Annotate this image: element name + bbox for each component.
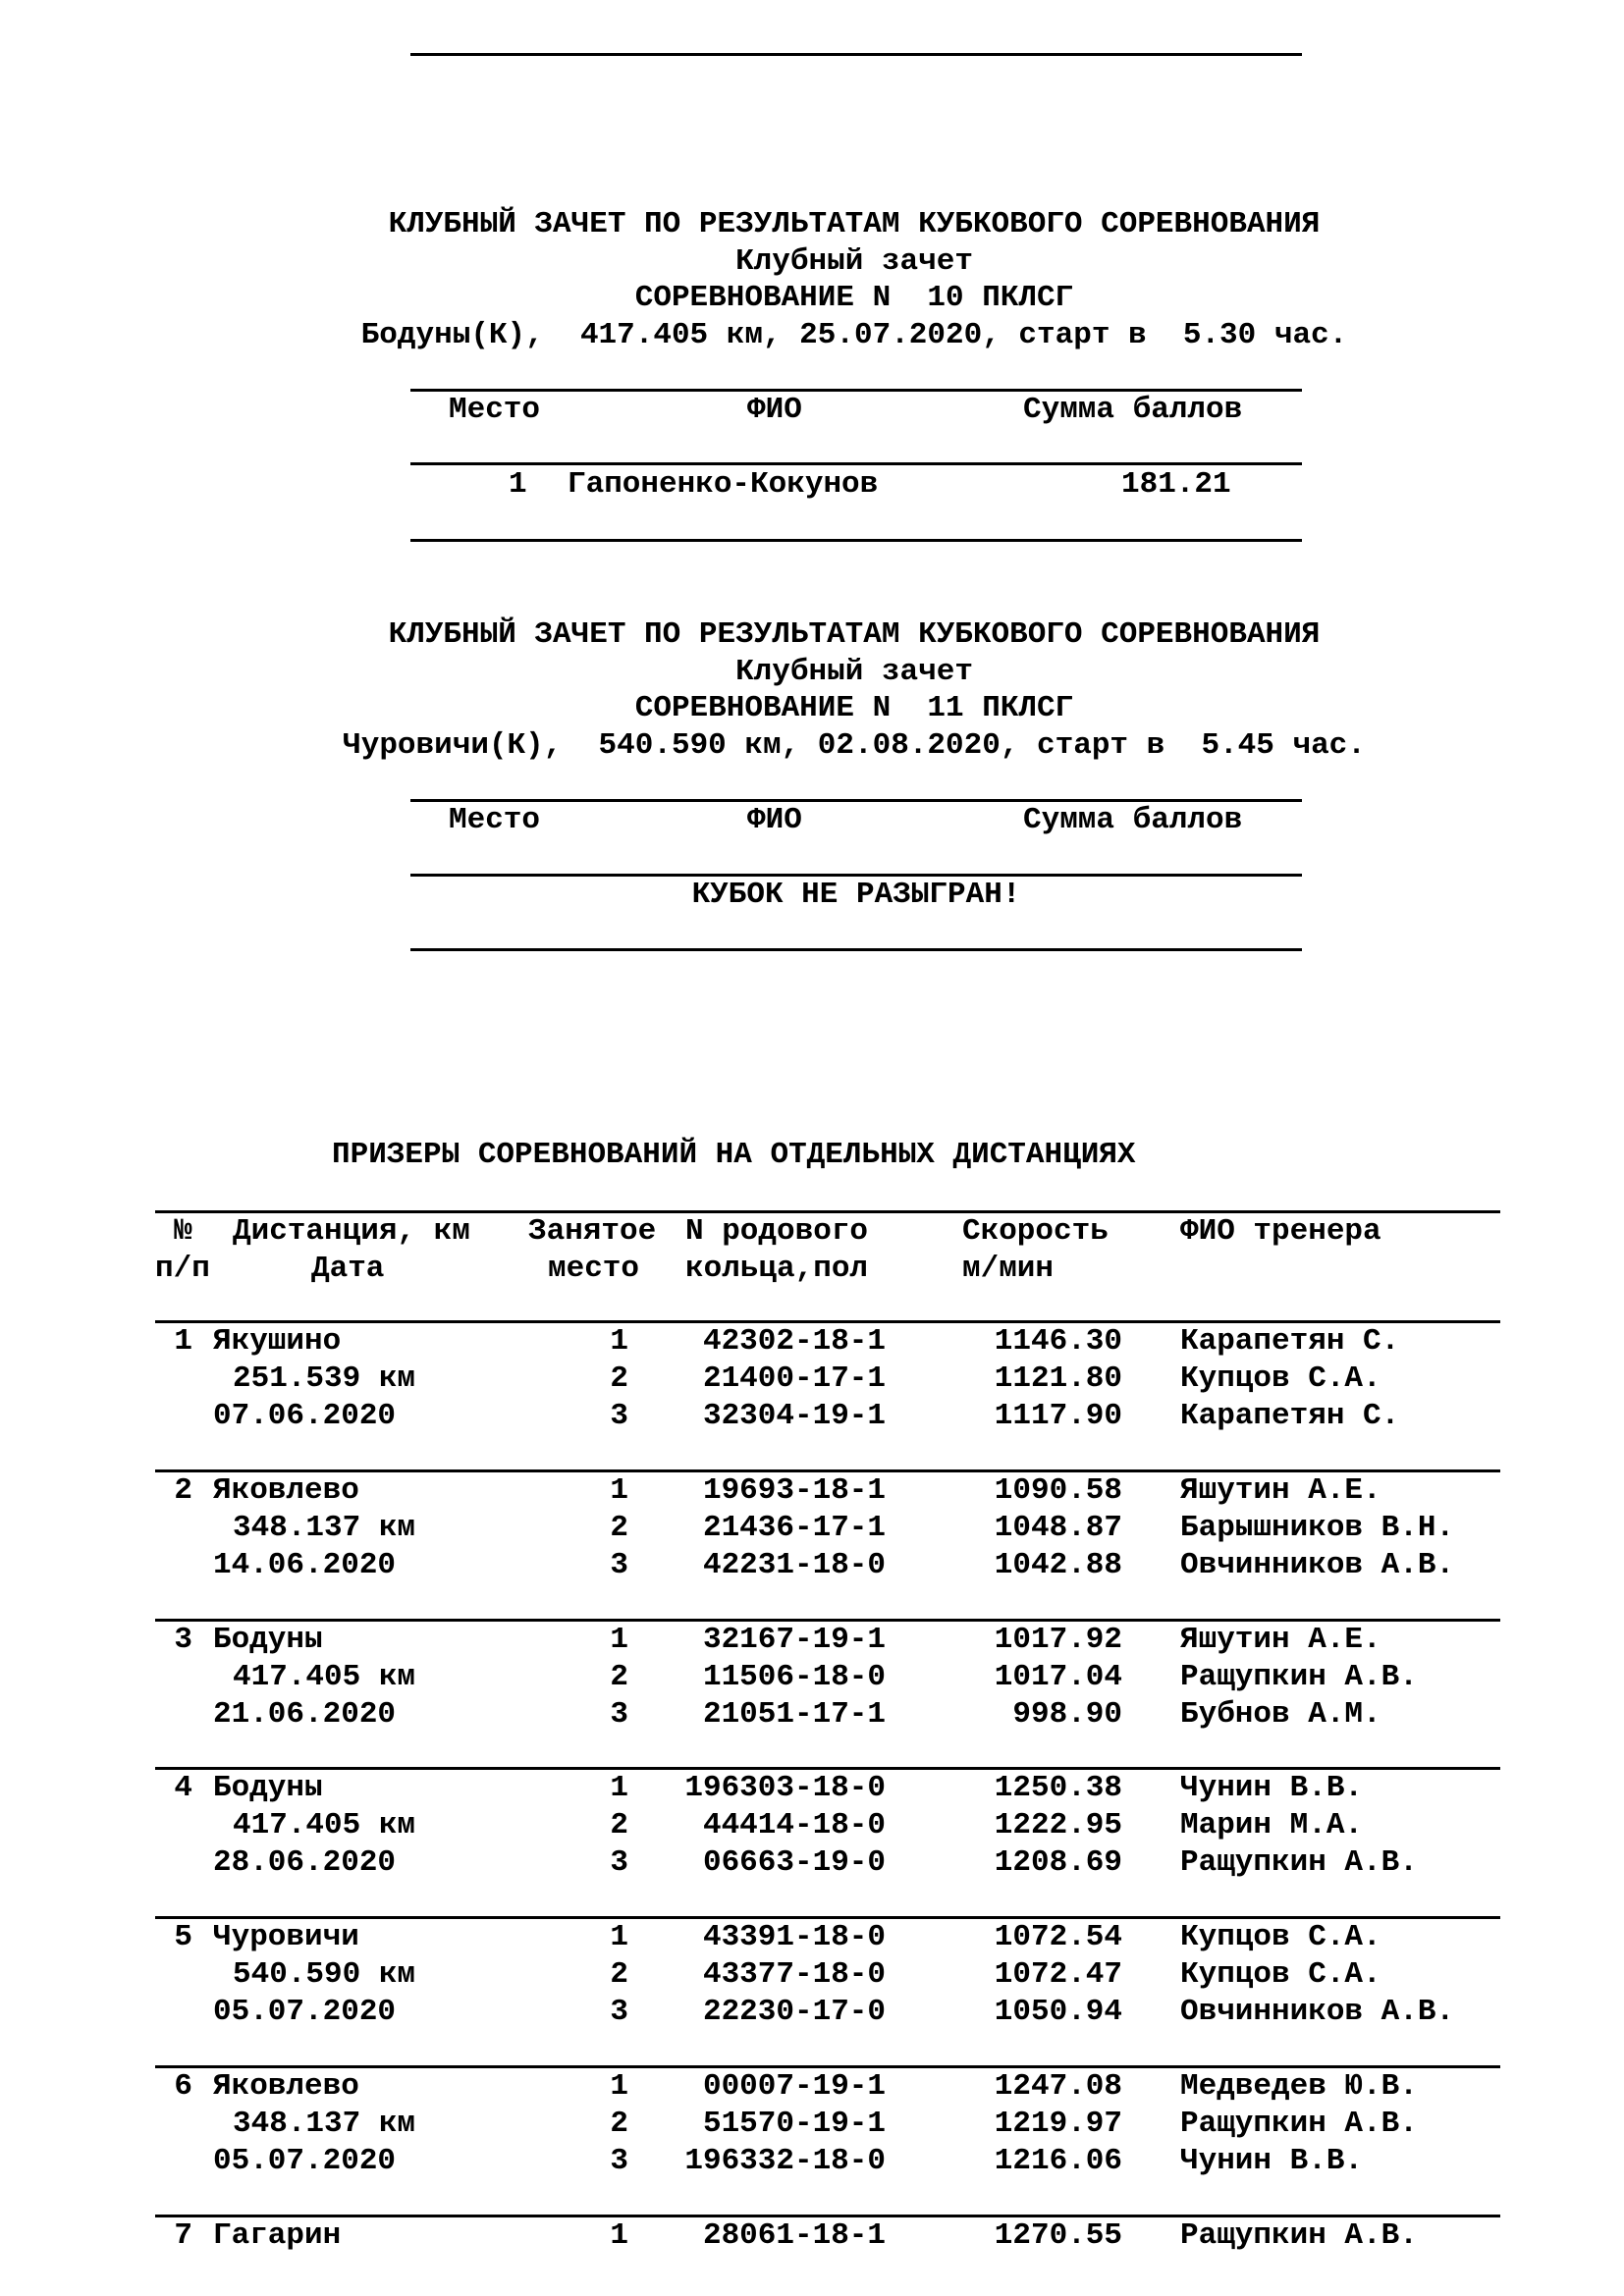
row-trainer: Чунин В.В. — [1180, 2144, 1364, 2178]
row-speed: 1072.54 — [994, 1920, 1122, 1954]
group-date: 21.06.2020 — [213, 1697, 397, 1732]
header-place-sub: место — [548, 1252, 640, 1286]
row-place: 3 — [610, 2144, 628, 2178]
row-speed: 1048.87 — [994, 1511, 1122, 1545]
row-speed: 1121.80 — [994, 1362, 1122, 1396]
group-location: Бодуны — [213, 1771, 323, 1805]
row-name: Гапоненко-Кокунов — [568, 467, 879, 502]
section-title: КЛУБНЫЙ ЗАЧЕТ ПО РЕЗУЛЬТАТАМ КУБКОВОГО СОРЕВНОВАНИЯ — [388, 617, 1321, 652]
group-date: 14.06.2020 — [213, 1548, 397, 1582]
competition-number: СОРЕВНОВАНИЕ N 10 ПКЛСГ — [634, 281, 1074, 315]
row-trainer: Яшутин А.Е. — [1180, 1473, 1381, 1508]
cup-not-awarded-message: КУБОК НЕ РАЗЫГРАН! — [691, 878, 1021, 912]
header-speed-sub: м/мин — [962, 1252, 1055, 1286]
row-place: 1 — [610, 1473, 628, 1508]
group-location: Чуровичи — [213, 1920, 359, 1954]
row-ring: 42302-18-1 — [702, 1324, 886, 1359]
header-score: Сумма баллов — [1023, 803, 1243, 837]
header-date: Дата — [311, 1252, 385, 1286]
group-location: Якушино — [213, 1324, 342, 1359]
row-ring: 43391-18-0 — [702, 1920, 886, 1954]
row-place: 1 — [610, 2218, 628, 2253]
row-speed: 1017.92 — [994, 1623, 1122, 1657]
group-distance: 417.405 км — [233, 1808, 416, 1842]
section-end-rule — [410, 948, 1302, 951]
group-location: Гагарин — [213, 2218, 342, 2253]
header-ring-sub: кольца,пол — [685, 1252, 869, 1286]
group-number: 7 — [174, 2218, 192, 2253]
row-ring: 44414-18-0 — [702, 1808, 886, 1842]
row-trainer: Карапетян С. — [1180, 1324, 1400, 1359]
row-speed: 1250.38 — [994, 1771, 1122, 1805]
row-trainer: Купцов С.А. — [1180, 1920, 1381, 1954]
row-place: 2 — [610, 1808, 628, 1842]
group-distance: 348.137 км — [233, 2107, 416, 2141]
row-ring: 06663-19-0 — [702, 1845, 886, 1880]
row-place: 1 — [610, 2069, 628, 2104]
section-subtitle: Клубный зачет — [735, 244, 973, 279]
header-place: Занятое — [528, 1214, 657, 1249]
group-location: Яковлево — [213, 2069, 359, 2104]
row-ring: 21436-17-1 — [702, 1511, 886, 1545]
row-place: 3 — [610, 1845, 628, 1880]
header-speed: Скорость — [962, 1214, 1109, 1249]
competition-details: Чуровичи(К), 540.590 км, 02.08.2020, старт в 5.45 час. — [343, 728, 1366, 763]
group-date: 05.07.2020 — [213, 1995, 397, 2029]
group-number: 4 — [174, 1771, 192, 1805]
row-speed: 1117.90 — [994, 1399, 1122, 1433]
row-place: 2 — [610, 1957, 628, 1992]
group-location: Яковлево — [213, 1473, 359, 1508]
group-distance: 348.137 км — [233, 1511, 416, 1545]
row-trainer: Купцов С.А. — [1180, 1362, 1381, 1396]
group-number: 3 — [174, 1623, 192, 1657]
header-name: ФИО — [747, 803, 802, 837]
row-speed: 1219.97 — [994, 2107, 1122, 2141]
row-ring: 21400-17-1 — [702, 1362, 886, 1396]
header-place: Место — [449, 393, 541, 427]
row-ring: 196303-18-0 — [684, 1771, 886, 1805]
group-distance: 251.539 км — [233, 1362, 416, 1396]
row-trainer: Барышников В.Н. — [1180, 1511, 1455, 1545]
group-number: 2 — [174, 1473, 192, 1508]
section-title: КЛУБНЫЙ ЗАЧЕТ ПО РЕЗУЛЬТАТАМ КУБКОВОГО СОРЕВНОВАНИЯ — [388, 207, 1321, 241]
row-place: 1 — [610, 1324, 628, 1359]
group-number: 5 — [174, 1920, 192, 1954]
group-date: 07.06.2020 — [213, 1399, 397, 1433]
row-place: 3 — [610, 1697, 628, 1732]
row-place: 3 — [610, 1399, 628, 1433]
row-trainer: Чунин В.В. — [1180, 1771, 1364, 1805]
group-number: 6 — [174, 2069, 192, 2104]
prizes-title: ПРИЗЕРЫ СОРЕВНОВАНИЙ НА ОТДЕЛЬНЫХ ДИСТАНЦИЯХ — [332, 1138, 1136, 1172]
group-date: 28.06.2020 — [213, 1845, 397, 1880]
row-speed: 1017.04 — [994, 1660, 1122, 1694]
top-rule — [410, 53, 1302, 56]
row-score: 181.21 — [1121, 467, 1231, 502]
row-trainer: Бубнов А.М. — [1180, 1697, 1381, 1732]
header-distance: Дистанция, км — [233, 1214, 470, 1249]
row-ring: 11506-18-0 — [702, 1660, 886, 1694]
row-ring: 43377-18-0 — [702, 1957, 886, 1992]
header-score: Сумма баллов — [1023, 393, 1243, 427]
competition-number: СОРЕВНОВАНИЕ N 11 ПКЛСГ — [634, 691, 1074, 725]
header-num: № — [174, 1214, 192, 1249]
row-ring: 21051-17-1 — [702, 1697, 886, 1732]
group-location: Бодуны — [213, 1623, 323, 1657]
row-trainer: Карапетян С. — [1180, 1399, 1400, 1433]
group-distance: 417.405 км — [233, 1660, 416, 1694]
row-speed: 1090.58 — [994, 1473, 1122, 1508]
row-trainer: Купцов С.А. — [1180, 1957, 1381, 1992]
header-ring: N родового — [685, 1214, 869, 1249]
row-ring: 51570-19-1 — [702, 2107, 886, 2141]
row-speed: 1270.55 — [994, 2218, 1122, 2253]
row-trainer: Овчинников А.В. — [1180, 1995, 1455, 2029]
row-place: 2 — [610, 1660, 628, 1694]
row-trainer: Ращупкин А.В. — [1180, 1845, 1418, 1880]
row-place: 3 — [610, 1995, 628, 2029]
row-ring: 28061-18-1 — [702, 2218, 886, 2253]
group-distance: 540.590 км — [233, 1957, 416, 1992]
row-trainer: Ращупкин А.В. — [1180, 2218, 1418, 2253]
section-end-rule — [410, 539, 1302, 542]
group-number: 1 — [174, 1324, 192, 1359]
competition-details: Бодуны(К), 417.405 км, 25.07.2020, старт в 5.30 час. — [360, 318, 1348, 352]
row-speed: 1216.06 — [994, 2144, 1122, 2178]
row-place: 2 — [610, 1511, 628, 1545]
header-num-sub: п/п — [155, 1252, 210, 1286]
row-place: 2 — [610, 2107, 628, 2141]
row-speed: 1146.30 — [994, 1324, 1122, 1359]
section-subtitle: Клубный зачет — [735, 655, 973, 689]
row-speed: 1042.88 — [994, 1548, 1122, 1582]
row-trainer: Ращупкин А.В. — [1180, 1660, 1418, 1694]
row-trainer: Яшутин А.Е. — [1180, 1623, 1381, 1657]
row-place: 2 — [610, 1362, 628, 1396]
header-trainer: ФИО тренера — [1180, 1214, 1381, 1249]
row-trainer: Медведев Ю.В. — [1180, 2069, 1418, 2104]
row-place: 1 — [610, 1623, 628, 1657]
row-ring: 42231-18-0 — [702, 1548, 886, 1582]
row-trainer: Ращупкин А.В. — [1180, 2107, 1418, 2141]
row-place: 1 — [610, 1771, 628, 1805]
header-place: Место — [449, 803, 541, 837]
row-speed: 1050.94 — [994, 1995, 1122, 2029]
row-ring: 32304-19-1 — [702, 1399, 886, 1433]
row-trainer: Овчинников А.В. — [1180, 1548, 1455, 1582]
row-place: 1 — [610, 1920, 628, 1954]
row-ring: 19693-18-1 — [702, 1473, 886, 1508]
row-trainer: Марин М.А. — [1180, 1808, 1364, 1842]
row-place: 3 — [610, 1548, 628, 1582]
header-name: ФИО — [747, 393, 802, 427]
header-rule-bottom — [410, 462, 1302, 465]
row-speed: 1208.69 — [994, 1845, 1122, 1880]
group-date: 05.07.2020 — [213, 2144, 397, 2178]
row-ring: 196332-18-0 — [684, 2144, 886, 2178]
row-place: 1 — [509, 467, 527, 502]
row-speed: 998.90 — [1012, 1697, 1122, 1732]
row-ring: 00007-19-1 — [702, 2069, 886, 2104]
row-speed: 1247.08 — [994, 2069, 1122, 2104]
row-speed: 1072.47 — [994, 1957, 1122, 1992]
row-speed: 1222.95 — [994, 1808, 1122, 1842]
row-ring: 32167-19-1 — [702, 1623, 886, 1657]
row-ring: 22230-17-0 — [702, 1995, 886, 2029]
